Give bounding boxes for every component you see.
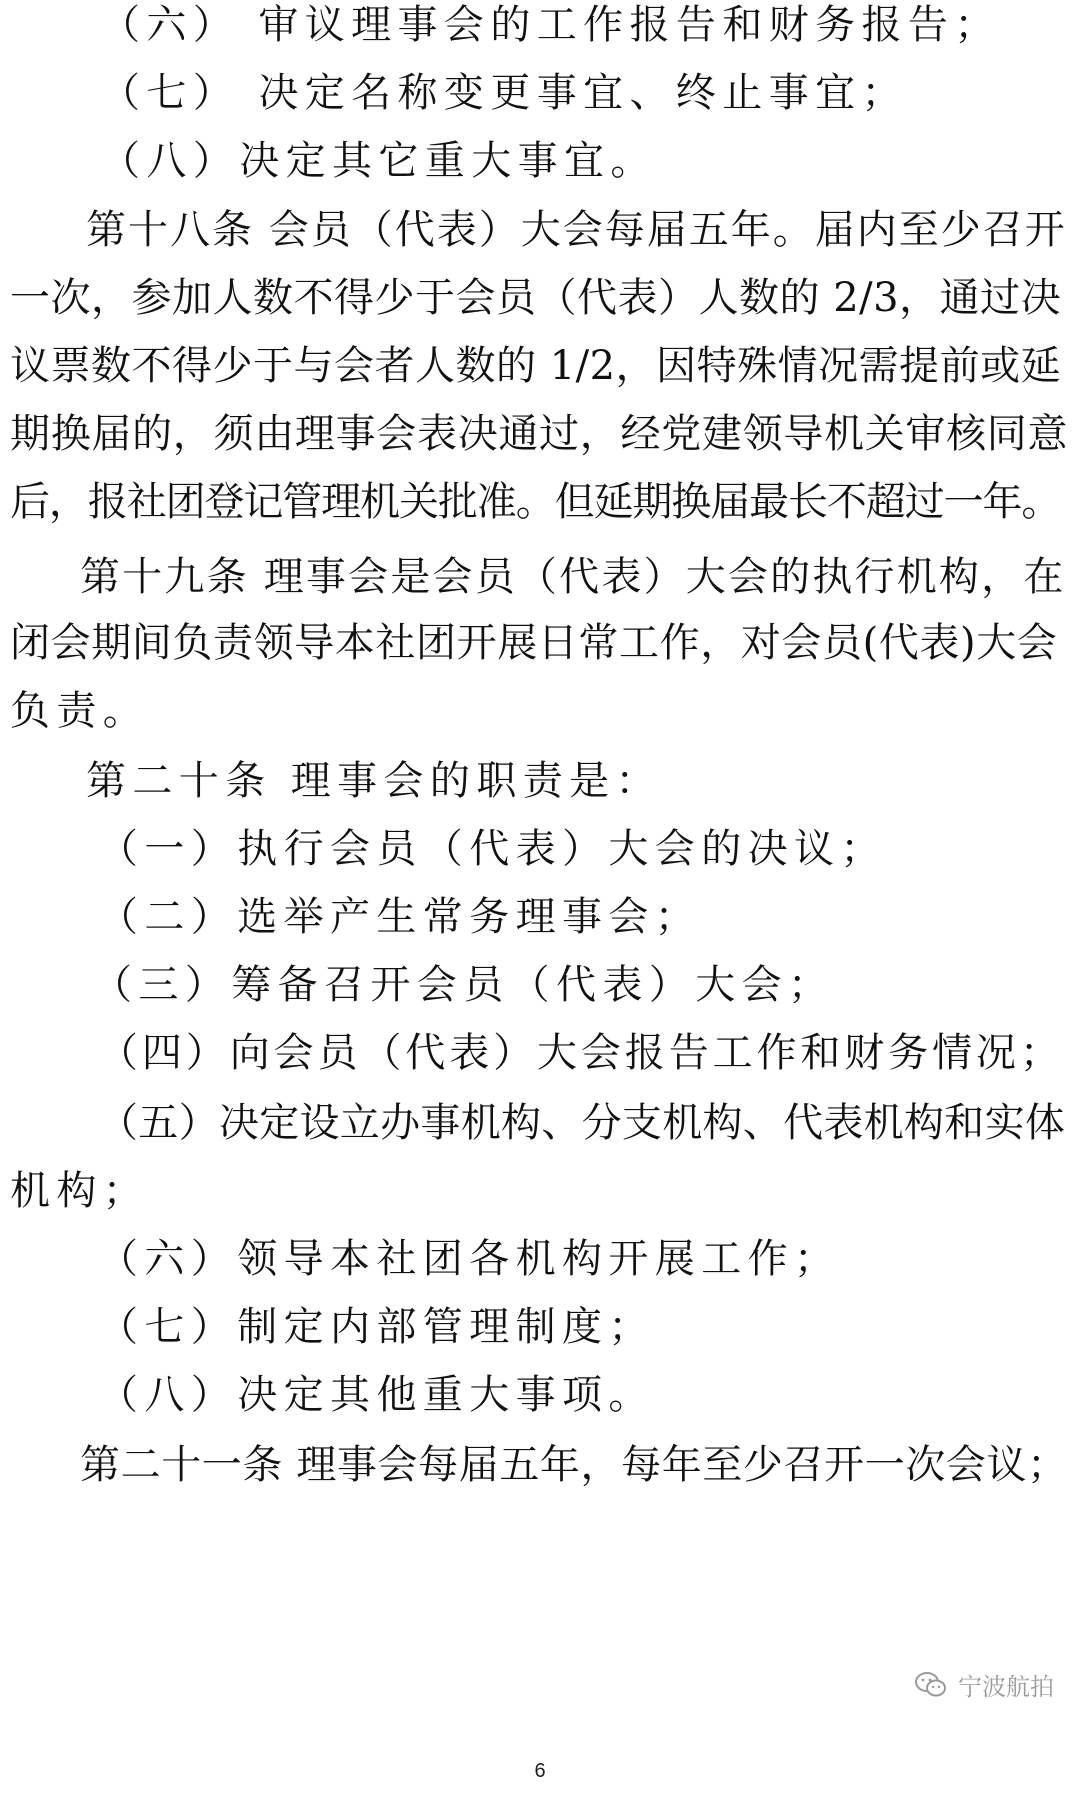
item-line: （五）决定设立办事机构、分支机构、代表机构和实体 <box>98 1100 1066 1146</box>
item-line: （八）决定其他重大事项。 <box>98 1372 655 1418</box>
article-18-first-line: 第十八条 会员（代表）大会每届五年。届内至少召开 <box>86 207 1067 253</box>
article-18-line: 后，报社团登记管理机关批准。但延期换届最长不超过一年。 <box>10 479 1061 525</box>
article-21-first-line: 第二十一条 理事会每届五年，每年至少召开一次会议； <box>80 1442 1068 1488</box>
item-line: （三）筹备召开会员（代表）大会； <box>92 962 835 1008</box>
item-line: （七）制定内部管理制度； <box>98 1304 655 1350</box>
item-line: （二）选举产生常务理事会； <box>98 894 702 940</box>
item-line: （六） 审议理事会的工作报告和财务报告； <box>100 2 1001 48</box>
item-line: （六）领导本社团各机构开展工作； <box>98 1236 841 1282</box>
wechat-icon <box>914 1671 948 1699</box>
article-19-line: 负责。 <box>10 688 150 734</box>
item-line: （八）决定其它重大事宜。 <box>100 138 657 184</box>
page-number: 6 <box>534 1760 546 1782</box>
article-18-line: 期换届的，须由理事会表决通过，经党建领导机关审核同意 <box>10 411 1069 457</box>
item-line: （四）向会员（代表）大会报告工作和财务情况； <box>98 1030 1064 1076</box>
article-19-first-line: 第十九条 理事会是会员（代表）大会的执行机构，在 <box>80 554 1066 600</box>
article-18-line: 一次，参加人数不得少于会员（代表）人数的 2/3，通过决 <box>10 275 1062 321</box>
item-line-continuation: 机构； <box>10 1168 150 1214</box>
item-line: （七） 决定名称变更事宜、终止事宜； <box>100 70 908 116</box>
article-20-heading: 第二十条 理事会的职责是： <box>86 758 662 804</box>
article-19-line: 闭会期间负责领导本社团开展日常工作，对会员(代表)大会 <box>10 620 1058 666</box>
watermark-text: 宁波航拍 <box>958 1673 1054 1701</box>
item-line: （一）执行会员（代表）大会的决议； <box>98 826 887 872</box>
watermark <box>914 1667 1054 1702</box>
article-18-line: 议票数不得少于与会者人数的 1/2，因特殊情况需提前或延 <box>10 343 1062 389</box>
